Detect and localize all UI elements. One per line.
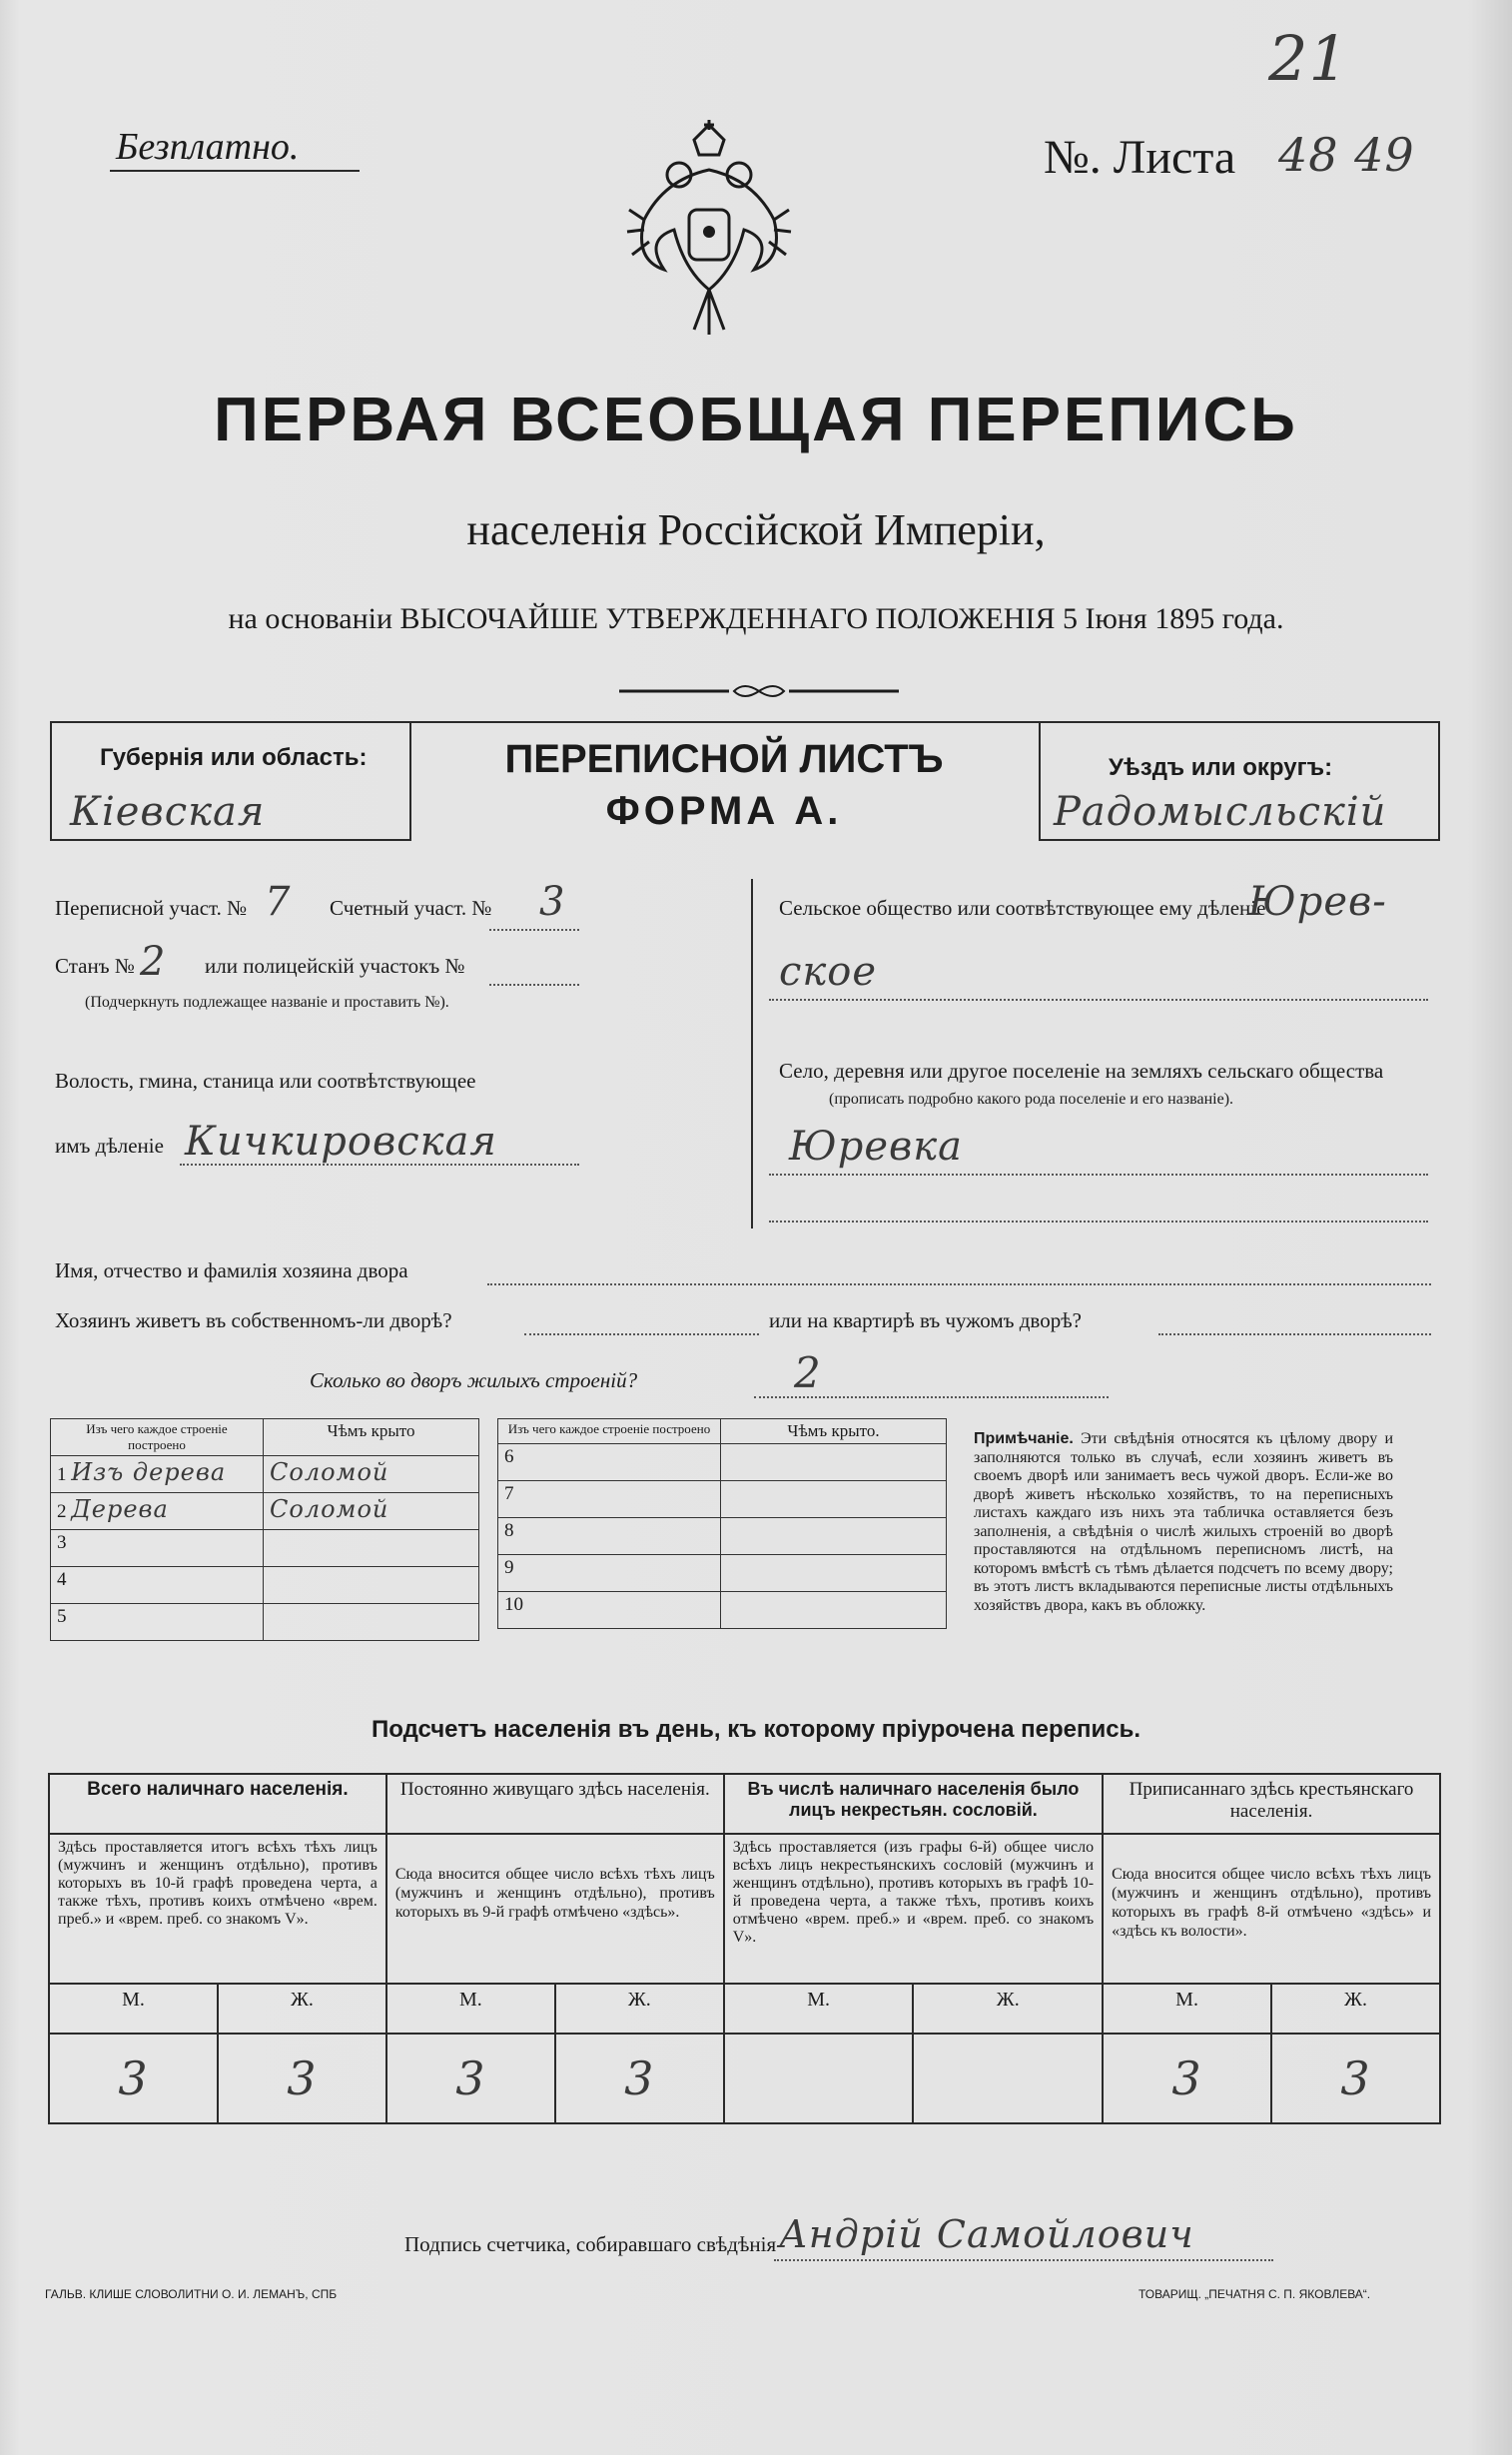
material-value: Дерева xyxy=(71,1495,169,1523)
table-row: 7 xyxy=(498,1481,947,1518)
m-label: М. xyxy=(386,1984,555,2034)
table-row xyxy=(49,2034,1440,2123)
uezd-label: Уѣздъ или округъ: xyxy=(1109,754,1333,781)
village-note: (прописать подробно какого рода поселеніе и его названіе). xyxy=(829,1091,1234,1108)
signature-value: Андрiй Самойлович xyxy=(779,2212,1194,2256)
form-title: ПЕРЕПИСНОЙ ЛИСТЪ xyxy=(504,737,944,781)
table-row: 2 Дерева Соломой xyxy=(51,1493,479,1530)
col-registered-desc: Сюда вносится общее число всѣхъ тѣхъ лицъ (мужчинъ и женщинъ отдѣльно), противъ которыхъ въ графѣ 8-й отмѣчено «здѣсь» и «здѣсь къ волости». xyxy=(1103,1834,1440,1984)
ornament-divider xyxy=(619,679,899,703)
permanent-f-value: 3 xyxy=(555,2034,724,2123)
table-row: 3 xyxy=(51,1530,479,1567)
police-label: или полицейскій участокъ № xyxy=(205,954,465,978)
buildings-value: 2 xyxy=(794,1348,822,1397)
note-block xyxy=(974,1430,1393,1615)
gubernia-value: Кiевская xyxy=(70,789,266,835)
rented-label: или на квартирѣ въ чужомъ дворѣ? xyxy=(769,1308,1082,1332)
printer-left: ГАЛЬВ. КЛИШЕ СЛОВОЛИТНИ О. И. ЛЕМАНЪ, СПБ xyxy=(45,2287,338,2301)
population-heading: Подсчетъ населенія въ день, къ которому пріурочена перепись. xyxy=(372,1716,1140,1743)
rural-society-value-2: ское xyxy=(779,949,878,995)
table-row: 10 xyxy=(498,1592,947,1629)
nonpeasant-f-value xyxy=(913,2034,1103,2123)
col-roof-header: Чѣмъ крыто xyxy=(264,1419,479,1456)
total-m-value: 3 xyxy=(49,2034,218,2123)
roof-value: Соломой xyxy=(264,1456,479,1493)
f-label: Ж. xyxy=(1271,1984,1440,2034)
note-text: Эти свѣдѣнія относятся къ цѣлому двору и заполняются только въ случаѣ, если хозяинъ живетъ въ своемъ дворѣ или занимаетъ весь чужой дворъ. Если-же во дворѣ живетъ нѣсколько хозяйствъ, то на переписныхъ листахъ каждаго изъ нихъ эта табличка оставляется безъ заполненія, а свѣдѣнія о числѣ жилыхъ строеній во дворѣ проставляются на отдѣльномъ переписномъ листѣ, на которомъ вмѣстѣ съ тѣмъ дѣлается подсчетъ по всему двору; въ этотъ листъ вкладываются переписные листы отдѣльныхъ хозяйствъ двора, какъ въ обложку. xyxy=(974,1430,1394,1614)
f-label: Ж. xyxy=(218,1984,386,2034)
table-row: 4 xyxy=(51,1567,479,1604)
col-material-header-right: Изъ чего каждое строеніе построено xyxy=(498,1419,721,1444)
permanent-m-value: 3 xyxy=(386,2034,555,2123)
owner-label: Имя, отчество и фамилія хозяина двора xyxy=(55,1258,408,1282)
sheet-no-label: №. Листа xyxy=(1044,131,1236,184)
table-row: 5 xyxy=(51,1604,479,1641)
signature-label: Подпись счетчика, собиравшаго свѣдѣнія xyxy=(404,2232,777,2256)
col-nonpeasant-title: Въ числѣ наличнаго населенія было лицъ некрестьян. сословій. xyxy=(724,1774,1103,1834)
village-label: Село, деревня или другое поселеніе на земляхъ сельскаго общества xyxy=(779,1059,1384,1083)
col-roof-header-right: Чѣмъ крыто. xyxy=(721,1419,947,1444)
census-district-label: Переписной участ. № xyxy=(55,896,248,920)
registered-f-value: 3 xyxy=(1271,2034,1440,2123)
table-row: 1 Изъ дерева Соломой xyxy=(51,1456,479,1493)
note-label: Примѣчаніе. xyxy=(974,1430,1074,1447)
f-label: Ж. xyxy=(913,1984,1103,2034)
population-table xyxy=(48,1773,1441,2124)
m-label: М. xyxy=(49,1984,218,2034)
corner-number: 21 xyxy=(1268,22,1349,95)
table-row: 8 xyxy=(498,1518,947,1555)
form-name: ФОРМА А. xyxy=(605,789,843,833)
page-subtitle: населенія Россійской Имперіи, xyxy=(466,505,1046,554)
village-value: Юревка xyxy=(789,1124,964,1170)
sheet-no-value: 48 49 xyxy=(1278,128,1415,182)
basis-line: на основаніи ВЫСОЧАЙШЕ УТВЕРЖДЕННАГО ПОЛОЖЕНІЯ 5 Іюня 1895 года. xyxy=(228,602,1284,635)
col-permanent-title: Постоянно живущаго здѣсь населенія. xyxy=(386,1774,724,1834)
counting-district-value: 3 xyxy=(539,879,566,925)
table-row: 6 xyxy=(498,1444,947,1481)
roof-value: Соломой xyxy=(264,1493,479,1530)
col-total-desc: Здѣсь проставляется итогъ всѣхъ тѣхъ лицъ (мужчинъ и женщинъ отдѣльно), противъ которыхъ въ 10-й графѣ проведена черта, а также тѣхъ, противъ коихъ отмѣчено «врем. преб.» и «врем. преб. со знакомъ V». xyxy=(49,1834,386,1984)
own-yard-label: Хозяинъ живетъ въ собственномъ-ли дворѣ? xyxy=(55,1308,452,1332)
double-headed-eagle-emblem xyxy=(624,120,794,360)
counting-district-label: Счетный участ. № xyxy=(330,896,492,920)
uezd-value: Радомысльскiй xyxy=(1054,789,1387,835)
f-label: Ж. xyxy=(555,1984,724,2034)
col-nonpeasant-desc: Здѣсь проставляется (изъ графы 6-й) общее число всѣхъ лицъ некрестьянскихъ сословій (мужчинъ и женщинъ отдѣльно), противъ которыхъ въ графѣ 10-й проведена черта, а также тѣхъ, противъ коихъ отмѣчено «врем. преб.» и «врем. преб. со знакомъ V». xyxy=(724,1834,1103,1984)
stan-value: 2 xyxy=(140,939,167,985)
printer-right: ТОВАРИЩ. „ПЕЧАТНЯ С. П. ЯКОВЛЕВА“. xyxy=(1138,2287,1371,2301)
m-label: М. xyxy=(724,1984,914,2034)
total-f-value: 3 xyxy=(218,2034,386,2123)
buildings-table-left xyxy=(50,1418,479,1641)
volost-value: Кичкировская xyxy=(185,1119,497,1165)
table-row: 9 xyxy=(498,1555,947,1592)
census-district-value: 7 xyxy=(265,879,292,925)
col-total-title: Всего наличнаго населенія. xyxy=(49,1774,386,1834)
underline-note: (Подчеркнуть подлежащее названіе и проставить №). xyxy=(85,994,449,1011)
volost-label-2: имъ дѣленіе xyxy=(55,1134,164,1158)
col-registered-title: Приписаннаго здѣсь крестьянскаго населенія. xyxy=(1103,1774,1440,1834)
rural-society-value: Юрев- xyxy=(1248,879,1387,925)
material-value: Изъ дерева xyxy=(71,1458,227,1486)
stan-label: Станъ № xyxy=(55,954,135,978)
buildings-table-right xyxy=(497,1418,947,1629)
m-label: М. xyxy=(1103,1984,1271,2034)
gubernia-label: Губернія или область: xyxy=(100,744,368,771)
free-label: Безплатно. xyxy=(116,126,300,168)
volost-label: Волость, гмина, станица или соотвѣтствующее xyxy=(55,1069,476,1093)
buildings-label: Сколько во дворъ жилыхъ строеній? xyxy=(310,1368,638,1392)
registered-m-value: 3 xyxy=(1103,2034,1271,2123)
page-title: ПЕРВАЯ ВСЕОБЩАЯ ПЕРЕПИСЬ xyxy=(214,386,1298,454)
nonpeasant-m-value xyxy=(724,2034,914,2123)
col-material-header: Изъ чего каждое строеніе построено xyxy=(51,1419,264,1456)
rural-society-label: Сельское общество или соотвѣтствующее ему дѣленіе xyxy=(779,896,1266,920)
col-permanent-desc: Сюда вносится общее число всѣхъ тѣхъ лицъ (мужчинъ и женщинъ отдѣльно), противъ которыхъ въ 9-й графѣ отмѣчено «здѣсь». xyxy=(386,1834,724,1984)
